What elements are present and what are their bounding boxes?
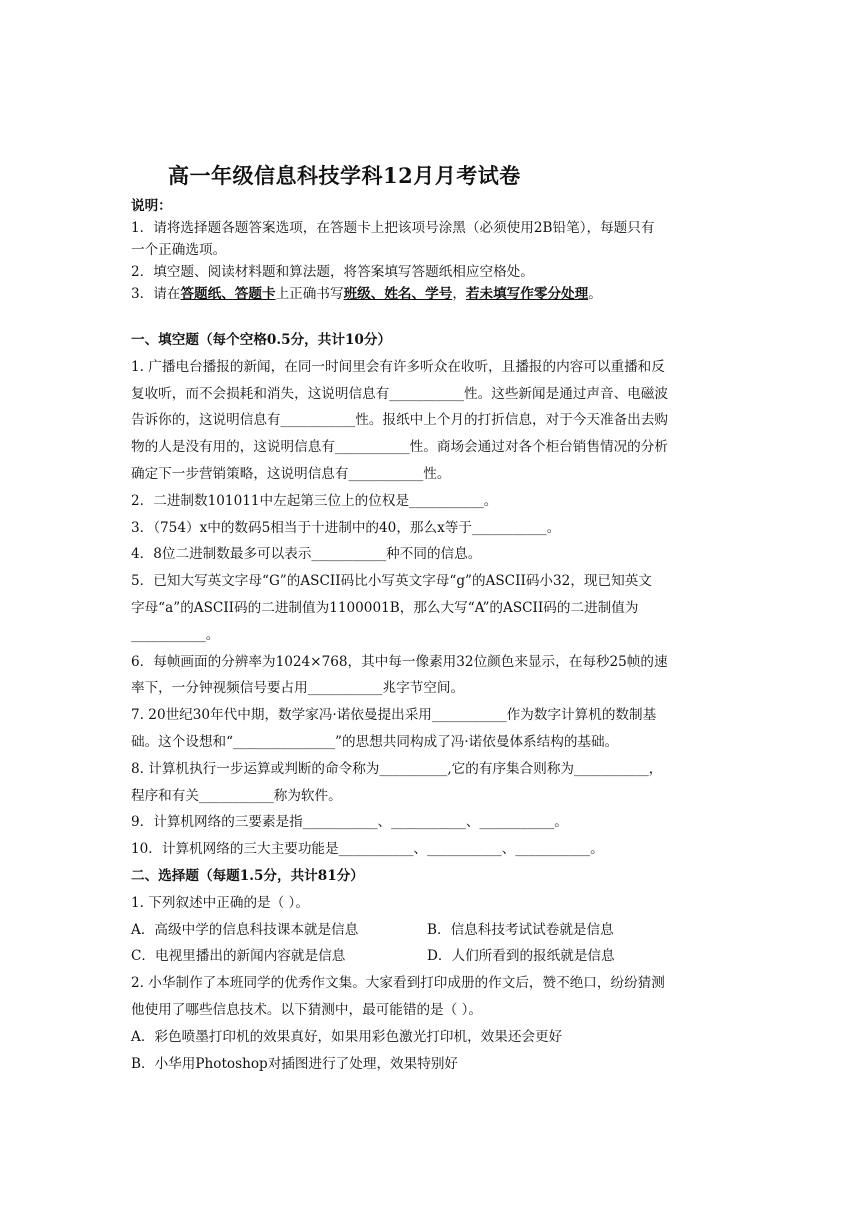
option-b: B．小华用Photoshop对插图进行了处理，效果特别好 (131, 1055, 459, 1072)
question-1-options-row (131, 917, 731, 944)
option-a: A．高级中学的信息科技课本就是信息 (131, 921, 359, 938)
question-1-options-row (131, 943, 731, 970)
question-2-stem: 2. 小华制作了本班同学的优秀作文集。大家看到打印成册的作文后，赞不绝口，纷纷猜测 (131, 975, 665, 992)
fill-line: 3．（754）x中的数码5相当于十进制中的40，那么x等于___________。 (131, 519, 561, 536)
fill-line: ___________。 (131, 626, 220, 643)
fill-line: 确定下一步营销策略，这说明信息有___________性。 (131, 465, 451, 482)
note-3-emphasis: 班级、姓名、学号 (343, 286, 453, 302)
option-c: C．电视里播出的新闻内容就是信息 (131, 948, 346, 965)
fill-line: 2．二进制数101011中左起第三位上的位权是___________。 (131, 492, 498, 509)
fill-line: 字母“a”的ASCII码的二进制值为1100001B，那么大写“A”的ASCII码的二进制值为 (131, 599, 639, 616)
fill-line: 物的人是没有用的，这说明信息有___________性。商场会通过对各个柜台销售情况的分析 (131, 439, 668, 456)
note-3-text: 上正确书写 (275, 286, 344, 302)
fill-line: 7. 20世纪30年代中期，数学家冯·诺依曼提出采用___________作为数字计算机的数制基 (131, 707, 657, 724)
note-3-text: ， (452, 286, 466, 302)
section-2-heading: 二、选择题（每题1.5分，共计81分） (131, 867, 364, 884)
note-3-text: 3．请在 (131, 286, 181, 302)
section-1-body (131, 354, 731, 863)
question-2-stem: 他使用了哪些信息技术。以下猜测中，最可能错的是（ ）。 (131, 1001, 482, 1018)
fill-line: 9．计算机网络的三要素是指___________、___________、___________。 (131, 814, 568, 831)
fill-line: 4．8位二进制数最多可以表示___________种不同的信息。 (131, 546, 482, 563)
fill-line: 5．已知大写英文字母“G”的ASCII码比小写英文字母“g”的ASCII码小32，现已知英文 (131, 573, 652, 590)
fill-line: 复收听，而不会损耗和消失，这说明信息有___________性。这些新闻是通过声音、电磁波 (131, 385, 668, 402)
fill-line: 10．计算机网络的三大主要功能是___________、___________、___________。 (131, 841, 604, 858)
note-1a: 1．请将选择题各题答案选项，在答题卡上把该项号涂黑（必须使用2B铅笔），每题只有 (131, 220, 655, 236)
note-3-emphasis: 若未填写作零分处理 (465, 286, 589, 302)
note-1b: 一个正确选项。 (131, 242, 227, 258)
note-2: 2．填空题、阅读材料题和算法题，将答案填写答题纸相应空格处。 (131, 264, 534, 280)
fill-line: 8. 计算机执行一步运算或判断的命令称为__________,它的有序集合则称为___________， (131, 760, 663, 777)
section-gap (131, 305, 731, 327)
option-b: B．信息科技考试试卷就是信息 (427, 921, 614, 938)
note-3-emphasis: 答题纸、答题卡 (180, 286, 276, 302)
fill-line: 础。这个设想和“_______________”的思想共同构成了冯·诺依曼体系结构的基础。 (131, 733, 619, 750)
note-3 (131, 283, 731, 305)
exam-title: 高一年级信息科技学科12月月考试卷 (168, 163, 521, 188)
question-1-stem: 1. 下列叙述中正确的是（ ）。 (131, 894, 309, 911)
note-3-text: 。 (588, 286, 602, 302)
fill-line: 率下，一分钟视频信号要占用___________兆字节空间。 (131, 680, 465, 697)
section-1-heading: 一、填空题（每个空格0.5分，共计10分） (131, 332, 392, 348)
fill-line: 程序和有关___________称为软件。 (131, 787, 342, 804)
fill-line: 告诉你的，这说明信息有___________性。报纸中上个月的打折信息，对于今天准备出去购 (131, 412, 668, 429)
exam-content (131, 195, 731, 1077)
fill-line: 1. 广播电台播报的新闻，在同一时间里会有许多听众在收听，且播报的内容可以重播和反 (131, 358, 665, 375)
fill-line: 6．每帧画面的分辨率为1024×768，其中每一像素用32位颜色来显示，在每秒25帧的速 (131, 653, 668, 670)
option-a: A．彩色喷墨打印机的效果真好，如果用彩色激光打印机，效果还会更好 (131, 1028, 563, 1045)
notes-heading: 说明： (131, 198, 172, 214)
option-d: D．人们所看到的报纸就是信息 (427, 948, 615, 965)
